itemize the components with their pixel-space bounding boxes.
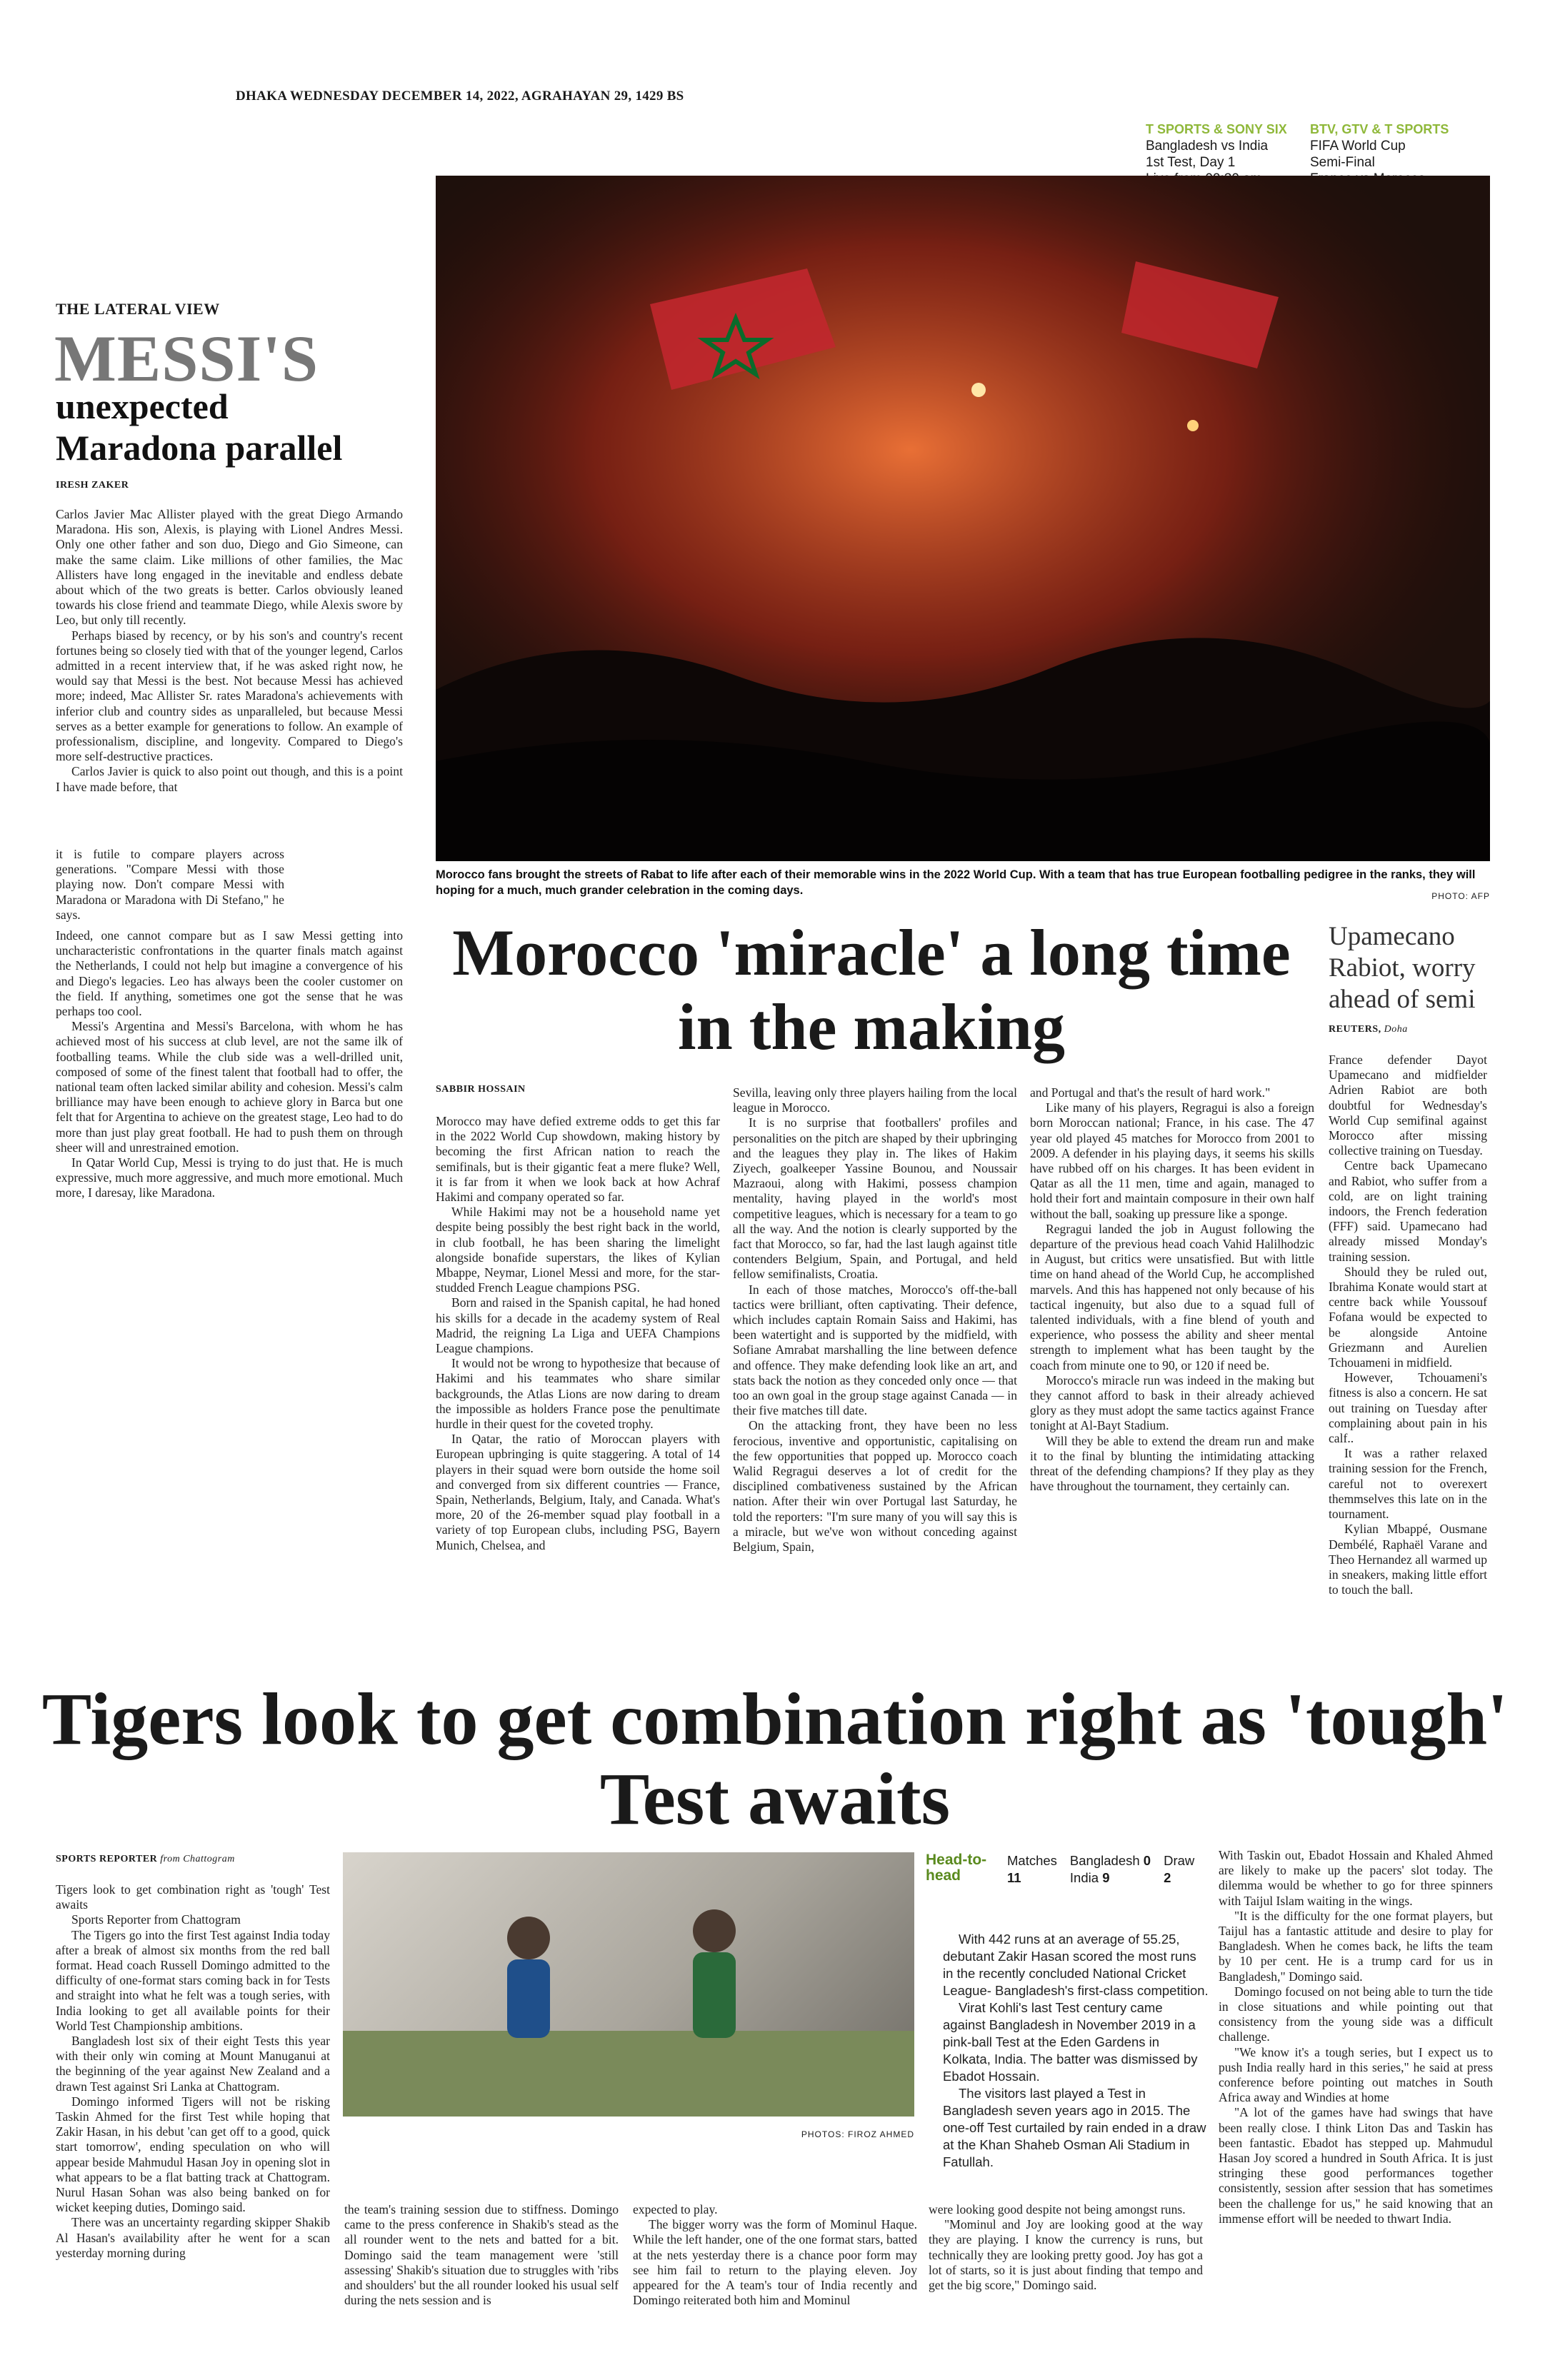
morocco-col-3 [1030,1085,1314,1494]
tv-line: Bangladesh vs India [1146,139,1269,154]
morocco-photo-caption: Morocco fans brought the streets of Rabat to life after each of their memorable wins in the 2022 World Cup. With a team that has true European footballing pedigree in the ranks, they will hoping for a much, much grander celebration in the coming days. [436,868,1476,897]
paragraph: The bigger worry was the form of Mominul Haque. While the left hander, one of the one format stars, batted at the nets yesterday there is a chance poor form may see him fail to return to the playing eleven. Joy appeared for the A team's tour of India recently and Domingo reiterated both him and Mominul [633,2217,917,2308]
dateline: DHAKA WEDNESDAY DECEMBER 14, 2022, AGRAHAYAN 29, 1429 BS [236,89,684,104]
tv-line: FIFA World Cup [1310,139,1406,154]
morocco-fans-photo [436,176,1490,861]
tv-channel: BTV, GTV & T SPORTS [1310,122,1449,136]
tigers-training-photo [343,1852,914,2117]
france-headline: Upamecano Rabiot, worry ahead of semi [1329,922,1476,1014]
paragraph: Messi's Argentina and Messi's Barcelona, with whom he has achieved most of his success at club level, are not the same ilk of footballing teams. While the club side was a well-drilled unit, composed of some of the finest talent that football had to offer, the national team often lacked similar ability and cohesion. Messi's calm brilliance may have been enough to achieve glory in Barca but one felt that for Argentina to achieve on the greatest stage, Leo had to do more than just play great football. He had to push them on through sheer will and unrestrained emotion. [56,1019,403,1155]
h2h-stats [926,1852,1219,1887]
paragraph: It was a rather relaxed training session for the French, careful not to overexert themmselves this late on in the tournament. [1329,1446,1487,1522]
paragraph: Morocco may have defied extreme odds to get this far in the 2022 World Cup showdown, making history by becoming the first African nation to reach the semifinals, but is their gigantic feat a mere fluke? Well, it is far from it when we look back at how Achraf Hakimi and company operated so far. [436,1114,720,1205]
tigers-col-5 [1219,1848,1493,2226]
paragraph: With Taskin out, Ebadot Hossain and Khaled Ahmed are likely to make up the pacers' slot today. The dilemma would be whether to go for three spinners with Taijul Islam waiting in the wings. [1219,1848,1493,1908]
paragraph: Perhaps biased by recency, or by his son's and country's recent fortunes being so closely tied with that of the younger legend, Carlos admitted in a recent interview that, if he was asked right now, he would say that Messi is the best. Not because Messi has achieved more; indeed, Mac Allister Sr. rates Maradona's achievements with inferior club and country sides as unparalleled, but because Messi serves as a better example for generations to follow. An example of professionalism, discipline, and longevity. Compared to Diego's more self-destructive practices. [56,628,403,764]
paragraph: Domingo informed Tigers will not be risking Taskin Ahmed for the first Test while hoping that Zakir Hasan, in his debut 'can get off to a good, quick start tomorrow', ending speculation on who will appear beside Mahmudul Hasan Joy in opening slot in what appears to be a flat batting track at Chattogram. Nurul Hasan Sohan was also being banked on for wicket keeping duties, Domingo said. [56,2094,330,2215]
h2h-bd-value: 0 [1143,1853,1151,1868]
tigers-col-4 [929,2202,1203,2293]
tigers-col-1 [56,1882,330,2261]
tigers-col-2 [344,2202,619,2308]
h2h-india-value: 9 [1102,1870,1110,1885]
photo-credit: PHOTO: AFP [1431,891,1490,901]
paragraph: It is no surprise that footballers' profiles and personalities on the pitch are shaped by their upbringing and the leagues they play in. The likes of Hakim Ziyech, goalkeeper Yassine Bounou, and Noussair Mazraoui, along with Hakimi, possess champion mentality, having played in the world's most competitive leagues, which is necessary for a team to go all the way. And the notion is clearly supported by the fact that Morocco, so far, had the last laugh against title contenders Belgium, Spain, and Portugal, and held fellow semifinalists, Croatia. [733,1115,1017,1282]
tv-line: 1st Test, Day 1 [1146,155,1236,170]
morocco-headline: Morocco 'miracle' a long time in the making [452,916,1291,1063]
paragraph: Centre back Upamecano and Rabiot, who suffer from a cold, are on light training indoors, the French federation (FFF) said. Upamecano had already missed Monday's training session. [1329,1158,1487,1264]
paragraph: Born and raised in the Spanish capital, he had honed his skills for a decade in the academy system of Real Madrid, the reigning La Liga and UEFA Champions League champions. [436,1295,720,1356]
paragraph: It would not be wrong to hypothesize that because of Hakimi and his teammates who share similar backgrounds, the Atlas Lions are now daring to dream the impossible as holders France pose the penultimate hurdle in their quest for the coveted trophy. [436,1356,720,1432]
paragraph: Sports Reporter from Chattogram [71,1912,241,1927]
note: With 442 runs at an average of 55.25, debutant Zakir Hasan scored the most runs in the recently concluded National Cricket League- Bangladesh's first-class competition. [943,1932,1209,1998]
column-kicker: THE LATERAL VIEW [56,300,220,318]
paragraph: Regragui landed the job in August following the departure of the previous head coach Vahid Halilhodzic in August, but critics were unsatisfied. But with little time on hand ahead of the World Cup, he accomplished marvels. And this has happened not only because of his tactical ingenuity, but also due to a squad full of talented individuals, with a fine blend of youth and experience, who possess the ability and sheer mental strength to implement what has been taught by the coach from minute one to 90, or 120 if need be. [1030,1221,1314,1372]
paragraph: In Qatar World Cup, Messi is trying to do just that. He is much expressive, much more aggressive, and much more emotional. Much more, I daresay, like Maradona. [56,1155,403,1200]
messi-headline-big: MESSI'S [54,322,319,395]
paragraph: In Qatar, the ratio of Moroccan players with European upbringing is quite staggering. A total of 14 players in their squad were born outside the home soil and converged from six different countries — France, Spain, Netherlands, Belgium, Italy, and Canada. What's more, 20 of the 26-member squad play football in a variety of top European clubs, including PSG, Bayern Munich, Chelsea, and [436,1432,720,1552]
tv-channel: T SPORTS & SONY SIX [1146,122,1287,136]
paragraph: and Portugal and that's the result of hard work." [1030,1085,1271,1100]
morocco-col-1 [436,1114,720,1553]
h2h-matches [1007,1852,1057,1887]
paragraph: Carlos Javier Mac Allister played with the great Diego Armando Maradona. His son, Alexis, is playing with Lionel Andres Messi. Only one other father and son duo, Diego and Gio Simeone, can make the same claim. Like millions of other families, the Mac Allisters have long engaged in the inevitable and endless debate about which of the two greats is better. Carlos obviously leaned towards his close friend and teammate Diego, while Alexis swore by Leo, but only till recently. [56,507,403,628]
paragraph: Kylian Mbappé, Ousmane Dembélé, Raphaël Varane and Theo Hernandez all warmed up in sneakers, making little effort to touch the ball. [1329,1522,1487,1597]
paragraph: Indeed, one cannot compare but as I saw Messi getting into uncharacteristic confrontations in the quarter finals match against the Netherlands, I could not help but imagine a convergence of his and Diego's legacies. Leo has always been the cooler customer on the field. If anything, sometimes one got the sense that he was perhaps too cool. [56,928,403,1019]
france-byline [1329,1024,1408,1035]
messi-body [56,507,403,795]
france-body [1329,1053,1487,1597]
paragraph: "We know it's a tough series, but I expect us to push India really hard in this series," he said at press conference before pointing out matches in South Africa away and Windies at home [1219,2044,1493,2105]
tigers-byline-from: from Chattogram [160,1854,235,1864]
paragraph: On the attacking front, they have been no less ferocious, inventive and opportunistic, capitalising on the few opportunities that popped up. Morocco coach Walid Regragui deserves a lot of credit for the disciplined combativeness sustained by the African nation. After their win over Portugal last Saturday, he told the reporters: "I'm sure many of you will say this is a miracle, but we've won without conceding against Belgium, Spain, [733,1418,1017,1555]
h2h-draw-value: 2 [1164,1870,1171,1885]
messi-headline-sub [56,386,342,468]
paragraph: France defender Dayot Upamecano and midfielder Adrien Rabiot are both doubtful for Wednesday's World Cup semifinal against Morocco after missing collective training on Tuesday. [1329,1053,1487,1158]
paragraph: While Hakimi may not be a household name yet despite being possibly the best right back in the world, in club football, he has been sharing the limelight alongside bonafide superstars, the likes of Kylian Mbappe, Neymar, Lionel Messi and more, for the star-studded French League champions PSG. [436,1205,720,1295]
messi-headline-line: Maradona parallel [56,428,343,468]
morocco-byline: SABBIR HOSSAIN [436,1084,526,1095]
h2h-bd-label: Bangladesh [1069,1853,1140,1868]
paragraph: Domingo focused on not being able to turn the tide in close situations and while pointing out that consistency from the young side was a difficult challenge. [1219,1984,1493,2044]
morocco-col-2 [733,1085,1017,1555]
tigers-photo-credit: PHOTOS: FIROZ AHMED [801,2129,914,2139]
paragraph: Morocco's miracle run was indeed in the making but they cannot afford to bask in their already achieved glory as they must adopt the same tactics against France tonight at Al-Bayt Stadium. [1030,1372,1314,1433]
h2h-draw [1164,1852,1194,1887]
paragraph: "A lot of the games have had swings that have been really close. I think Liton Das and Taskin has been fantastic. Ebadot has stepped up. Mahmudul Hasan Joy scored a hundred in South Africa. It is just stringing these good performances together consistently, session after session that has sometimes been the challenge for us," he said knowing that an immense effort will be needed to thwart India. [1219,2105,1493,2226]
paragraph: the team's training session due to stiffness. Domingo came to the press conference in Shakib's stead as the all rounder went to the nets and batted for a bit. Domingo said the team management were 'still assessing' Shakib's situation due to struggles with 'ribs and shoulders' but the all rounder looked his usual self during the nets session and is [344,2202,619,2308]
paragraph: Sevilla, leaving only three players hailing from the local league in Morocco. [733,1085,1017,1115]
paragraph: were looking good despite not being amongst runs. [929,2202,1186,2216]
paragraph: The Tigers go into the first Test against India today after a break of almost six months from the red ball format. Head coach Russell Domingo admitted to the difficulty of one-format stars coming back in for Tests and straight into what he felt was a tough series, with India looking to get all available points for their World Test Championship ambitions. [56,1927,330,2033]
paragraph: "Mominul and Joy are looking good at the way they are playing. I know the currency is runs, but technically they are looking pretty good. Joy has got a lot of starts, so it is just about finding that tempo and get the big score," Domingo said. [929,2217,1203,2293]
tigers-byline-name: SPORTS REPORTER [56,1854,158,1864]
paragraph: it is futile to compare players across generations. "Compare Messi with those playing now. Don't compare Messi with Maradona or Maradona with Di Stefano," he says. [56,847,284,922]
paragraph: There was an uncertainty regarding skipper Shakib Al Hasan's availability after he went for a scan yesterday morning during [56,2215,330,2260]
h2h-label: Head-to-head [926,1852,987,1884]
paragraph: Will they be able to extend the dream run and make it to the final by blunting the intimidating attacking threat of the defending champions? If they play as they have throughout the tournament, they certainly can. [1030,1433,1314,1494]
paragraph: "It is the difficulty for the one format players, but Taijul has a fantastic attitude and desire to play for Bangladesh. When he comes back, he lifts the team by 10 per cent. He is a trump card for us in Bangladesh," Domingo said. [1219,1908,1493,1984]
messi-body-wrap [56,847,284,923]
paragraph: Carlos Javier is quick to also point out though, and this is a point I have made before, that [56,764,403,794]
paragraph: Tigers look to get combination right as 'tough' Test awaits [56,1882,330,1912]
h2h-draw-label: Draw [1164,1853,1195,1868]
messi-headline-line: unexpected [56,386,229,426]
h2h-india-label: India [1069,1870,1099,1885]
tigers-headline: Tigers look to get combination right as 'tough' Test awaits [41,1678,1509,1840]
messi-byline: IRESH ZAKER [56,480,129,491]
france-byline-agency: REUTERS, [1329,1024,1381,1035]
tigers-byline [56,1854,235,1865]
h2h-matches-label: Matches [1007,1853,1057,1868]
paragraph: Like many of his players, Regragui is also a foreign born Moroccan national; France, in his case. The 47 year old played 45 matches for Morocco from 2001 to 2009. A defender in his playing days, it seems his skills have rubbed off on his charges. It has been evident in Qatar as all the 11 men, time and again, managed to hold their fort and maintain composure in their own half without the ball, soaking up pressure like a sponge. [1030,1100,1314,1221]
messi-body-cont [56,928,403,1201]
paragraph: Bangladesh lost six of their eight Tests this year with their only win coming at Mount Manuganui at the beginning of the year against New Zealand and a drawn Test against Sri Lanka at Chattogram. [56,2034,330,2094]
training-illustration [343,1852,914,2117]
tigers-notes [943,1931,1209,2171]
tigers-col-3 [633,2202,917,2308]
tv-line: Semi-Final [1310,155,1375,170]
h2h-teams [1070,1852,1151,1887]
crowd-illustration [436,176,1490,861]
paragraph: Should they be ruled out, Ibrahima Konate would start at centre back while Youssouf Fofana would be expected to be alongside Antoine Griezmann and Aurelien Tchouameni in midfield. [1329,1264,1487,1370]
france-byline-place: Doha [1384,1024,1408,1035]
note: The visitors last played a Test in Bangladesh seven years ago in 2015. The one-off Test curtailed by rain ended in a draw at the Khan Shaheb Osman Ali Stadium in Fatullah. [943,2086,1206,2169]
h2h-matches-value: 11 [1007,1870,1021,1885]
note: Virat Kohli's last Test century came against Bangladesh in November 2019 in a pink-ball Test at the Eden Gardens in Kolkata, India. The batter was dismissed by Ebadot Hossain. [943,2000,1198,2084]
paragraph: expected to play. [633,2202,718,2216]
paragraph: However, Tchouameni's fitness is also a concern. He sat out training on Tuesday after complaining about pain in his calf.. [1329,1370,1487,1446]
paragraph: In each of those matches, Morocco's off-the-ball tactics were brilliant, often captivating. Their defence, which includes captain Romain Saiss and Hakimi, has been watertight and is supported by the midfield, with Sofiane Amrabat marshalling the line between defence and offence. They make defending look like an art, and stats back the notion as they conceded only once — that too an own goal in the group stage against Canada — in their five matches till date. [733,1282,1017,1418]
